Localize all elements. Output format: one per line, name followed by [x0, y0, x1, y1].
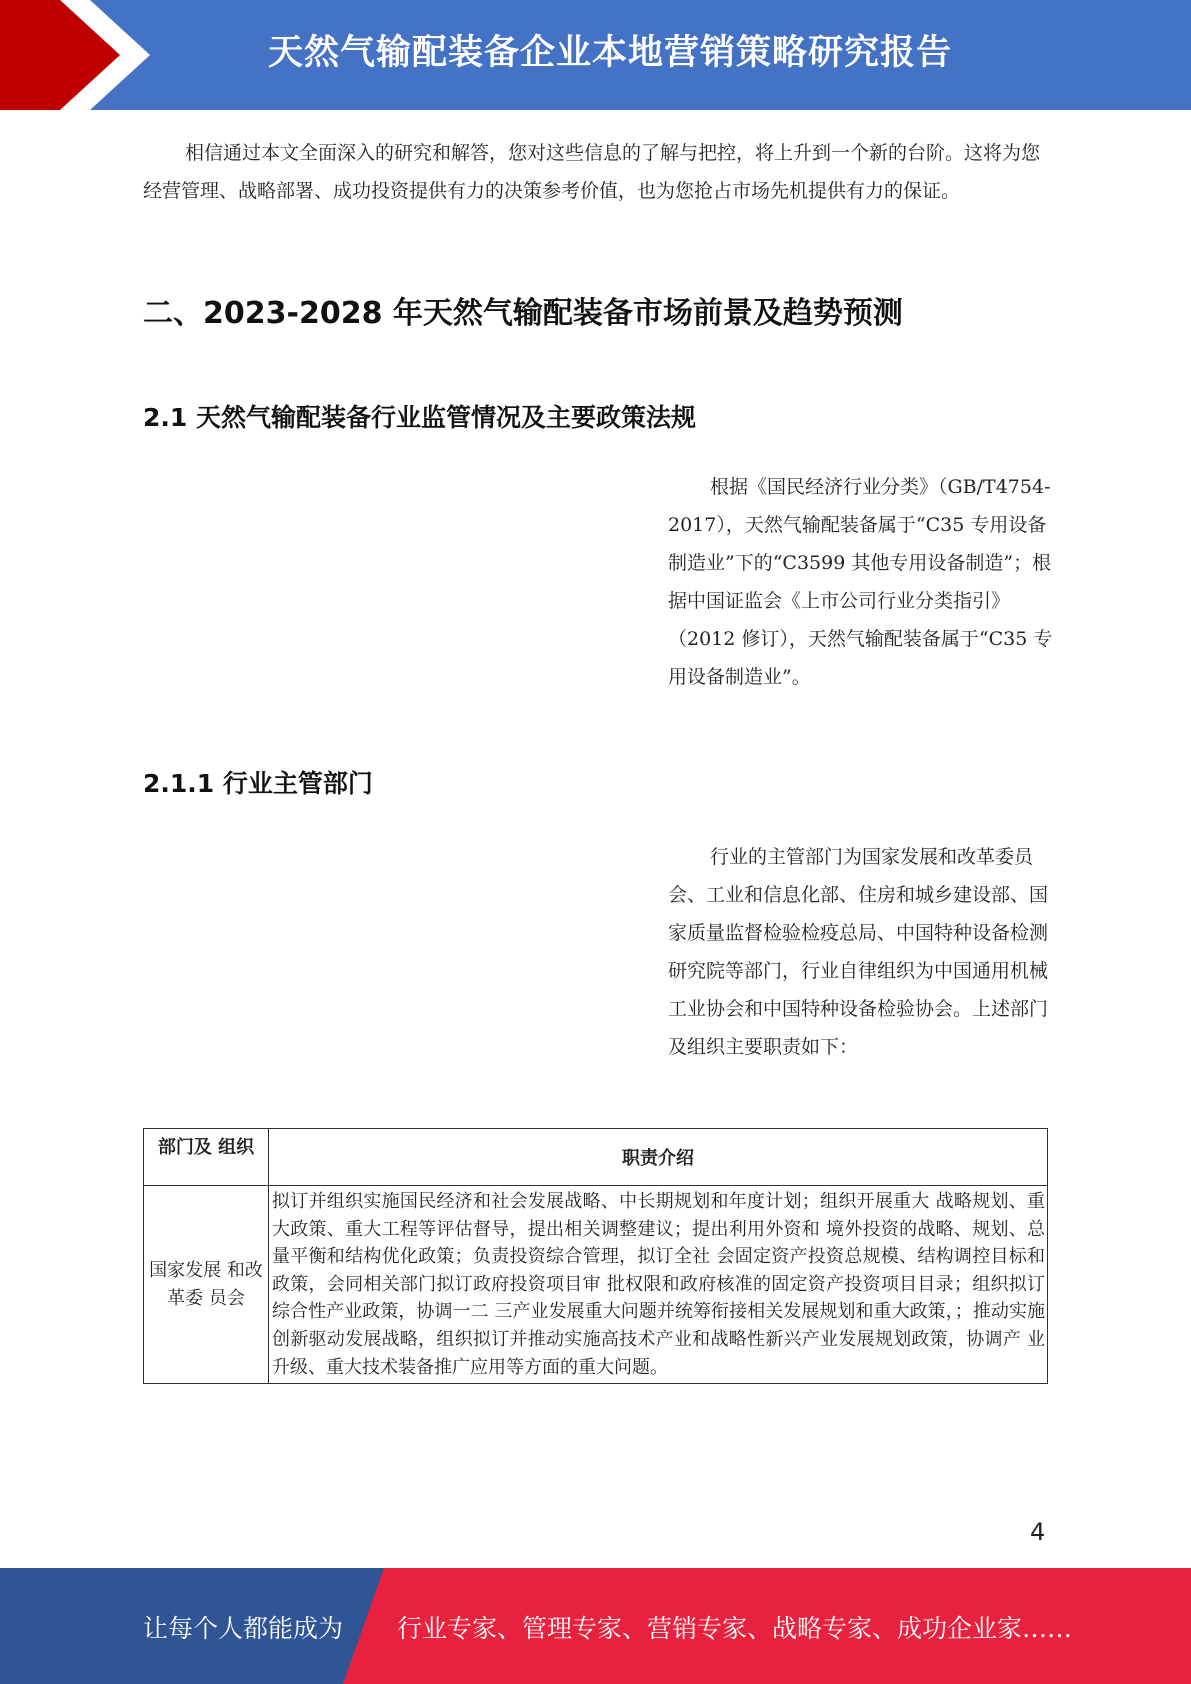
table-header-dept: 部门及 组织	[144, 1129, 269, 1186]
subsubsection-heading: 2.1.1 行业主管部门	[143, 769, 373, 798]
footer-slogan-right: 行业专家、管理专家、营销专家、战略专家、成功企业家……	[397, 1614, 1073, 1643]
header-banner	[0, 0, 1191, 110]
subsubsection-paragraph: 行业的主管部门为国家发展和改革委员会、工业和信息化部、住房和城乡建设部、国家质量监督检验检疫总局、中国特种设备检测研究院等部门，行业自律组织为中国通用机械工业协会和中国特种设备检验协会。上述部门及组织主要职责如下：	[668, 846, 1049, 1058]
intro-paragraph: 相信通过本文全面深入的研究和解答，您对这些信息的了解与把控，将上升到一个新的台阶。这将为您经营管理、战略部署、成功投资提供有力的决策参考价值，也为您抢占市场先机提供有力的保证。	[143, 142, 1041, 202]
report-title: 天然气输配装备企业本地营销策略研究报告	[267, 33, 952, 73]
header-arrow-decoration	[0, 0, 260, 110]
table-header-duty: 职责介绍	[269, 1129, 1048, 1186]
subsection-heading: 2.1 天然气输配装备行业监管情况及主要政策法规	[143, 403, 696, 432]
footer-banner	[0, 1568, 1191, 1684]
page-number: 4	[1030, 1518, 1046, 1546]
table-row	[144, 1186, 1048, 1384]
section-heading: 二、2023-2028 年天然气输配装备市场前景及趋势预测	[143, 296, 903, 331]
table-cell-dept: 国家发展 和改革委 员会	[144, 1186, 269, 1384]
table-header-row	[144, 1129, 1048, 1186]
responsibility-table	[143, 1128, 1048, 1384]
table-cell-duty: 拟订并组织实施国民经济和社会发展战略、中长期规划和年度计划；组织开展重大 战略规划、重大政策、重大工程等评估督导，提出相关调整建议；提出利用外资和 境外投资的战略、规划、总量平衡和结构优化政策；负责投资综合管理，拟订全社 会固定资产投资总规模、结构调控目标和政策，会同相关部门拟订政府投资项目审 批权限和政府核准的固定资产投资项目目录；组织拟订综合性产业政策，协调一二 三产业发展重大问题并统筹衔接相关发展规划和重大政策，；推动实施创新驱动发展战略，组织拟订并推动实施高技术产业和战略性新兴产业发展规划政策，协调产 业升级、重大技术装备推广应用等方面的重大问题。	[269, 1186, 1048, 1384]
footer-slogan-left: 让每个人都能成为	[143, 1614, 344, 1643]
subsection-paragraph: 根据《国民经济行业分类》（GB/T4754-2017），天然气输配装备属于“C35 专用设备制造业”下的“C3599 其他专用设备制造”；根据中国证监会《上市公司行业分类指引》（2012 修订），天然气输配装备属于“C35 专用设备制造业”。	[668, 476, 1053, 688]
